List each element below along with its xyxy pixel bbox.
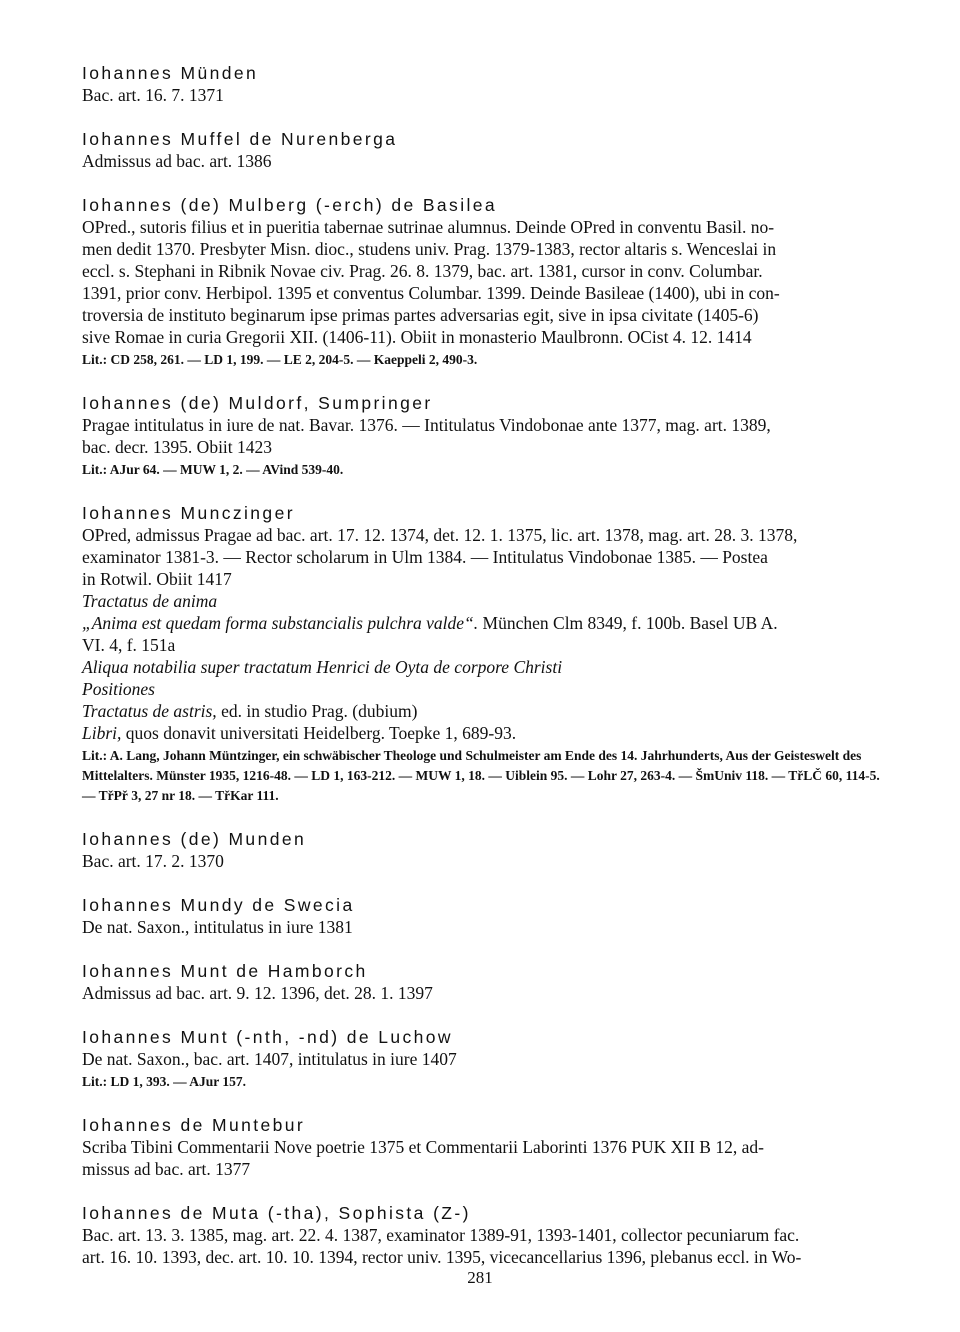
entry-muldorf (82, 392, 888, 480)
entry-text: men dedit 1370. Presbyter Misn. dioc., studens univ. Prag. 1379-1383, rector altaris s. Wenceslai in (82, 239, 777, 259)
entry-text: 1391, prior conv. Herbipol. 1395 et conventus Columbar. 1399. Deinde Basileae (1400), ubi in con- (82, 283, 780, 303)
entry-name: Iohannes Munt (-nth, -nd) de Luchow (82, 1027, 453, 1047)
entry-text: bac. decr. 1395. Obiit 1423 (82, 437, 273, 457)
literature-note: Lit.: LD 1, 393. — AJur 157. (82, 1074, 247, 1089)
entry-text: troversia de instituto beginarum ipse primas partes adversarias egit, sive in ipsa civitate (1405-6) (82, 305, 759, 325)
entry-text: Admissus ad bac. art. 1386 (82, 151, 272, 171)
entry-name: Iohannes Munt de Hamborch (82, 961, 368, 981)
entry-name: Iohannes Münden (82, 63, 259, 83)
work-title: Aliqua notabilia super tractatum Henrici de Oyta de corpore Christi (82, 657, 563, 677)
work-title: Tractatus de astris, (82, 701, 217, 721)
entry-name: Iohannes de Muntebur (82, 1115, 306, 1135)
literature-note: Lit.: AJur 64. — MUW 1, 2. — AVind 539-40. (82, 462, 344, 477)
entry-text: missus ad bac. art. 1377 (82, 1159, 251, 1179)
entry-text: Bac. art. 16. 7. 1371 (82, 85, 224, 105)
entry-text: Bac. art. 17. 2. 1370 (82, 851, 224, 871)
literature-note: Lit.: CD 258, 261. — LD 1, 199. — LE 2, 204-5. — Kaeppeli 2, 490-3. (82, 352, 478, 367)
entry-mundy (82, 894, 888, 938)
entry-text: sive Romae in curia Gregorii XII. (1406-11). Obiit in monasterio Maulbronn. OCist 4. 12. 1414 (82, 327, 752, 347)
entry-name: Iohannes Munczinger (82, 503, 295, 523)
literature-note: Lit.: A. Lang, Johann Müntzinger, ein schwäbischer Theologe und Schulmeister am Ende des 14. Jahrhunderts, Aus der Geisteswelt des Mittelalters. Münster 1935, 1216-48. — LD 1, 163-212. — MUW 1, 18. — Uiblein 95. — Lohr 27, 263-4. — ŠmUniv 118. — TřLČ 60, 114-5. — TřPř 3, 27 nr 18. — TřKar 111. (82, 748, 880, 803)
work-note: ed. in studio Prag. (dubium) (216, 701, 418, 721)
document-page (82, 62, 888, 1290)
work-title: Tractatus de anima (82, 591, 218, 611)
entry-munden-1371 (82, 62, 888, 106)
entry-text: eccl. s. Stephani in Ribnik Novae civ. Prag. 26. 8. 1379, bac. art. 1381, cursor in conv. Columbar. (82, 261, 763, 281)
entry-name: Iohannes de Muta (-tha), Sophista (Z-) (82, 1203, 471, 1223)
page-number: 281 (467, 1268, 493, 1287)
entry-munt-hamborch (82, 960, 888, 1004)
entry-text: De nat. Saxon., bac. art. 1407, intitulatus in iure 1407 (82, 1049, 457, 1069)
entry-name: Iohannes (de) Muldorf, Sumpringer (82, 393, 433, 413)
entry-muntebur (82, 1114, 888, 1180)
entry-mulberg (82, 194, 888, 370)
work-note: quos donavit universitati Heidelberg. Toepke 1, 689-93. (121, 723, 517, 743)
entry-text: art. 16. 10. 1393, dec. art. 10. 10. 1394, rector univ. 1395, vicecancellarius 1396, plebanus eccl. in Wo- (82, 1247, 802, 1267)
entry-name: Iohannes (de) Mulberg (-erch) de Basilea (82, 195, 498, 215)
work-line (82, 722, 888, 744)
entry-text: Pragae intitulatus in iure de nat. Bavar. 1376. — Intitulatus Vindobonae ante 1377, mag. art. 1389, (82, 415, 771, 435)
entry-muffel (82, 128, 888, 172)
entry-munczinger (82, 502, 888, 806)
entry-name: Iohannes (de) Munden (82, 829, 307, 849)
entry-munt-luchow (82, 1026, 888, 1092)
entry-name: Iohannes Muffel de Nurenberga (82, 129, 398, 149)
work-manuscripts-cont: VI. 4, f. 151a (82, 635, 176, 655)
work-title: Positiones (82, 679, 155, 699)
entry-text: OPred, admissus Pragae ad bac. art. 17. 12. 1374, det. 12. 1. 1375, lic. art. 1378, mag. art. 28. 3. 1378, (82, 525, 798, 545)
entry-text: Bac. art. 13. 3. 1385, mag. art. 22. 4. 1387, examinator 1389-91, 1393-1401, collector pecuniarum fac. (82, 1225, 800, 1245)
entry-text: Admissus ad bac. art. 9. 12. 1396, det. 28. 1. 1397 (82, 983, 433, 1003)
work-incipit (82, 612, 888, 634)
work-line (82, 700, 888, 722)
work-title: Libri, (82, 723, 122, 743)
work-manuscripts: München Clm 8349, f. 100b. Basel UB A. (478, 613, 778, 633)
entry-muta (82, 1202, 888, 1268)
entry-text: Scriba Tibini Commentarii Nove poetrie 1375 et Commentarii Laborinti 1376 PUK XII B 12, ad- (82, 1137, 764, 1157)
entry-text: examinator 1381-3. — Rector scholarum in Ulm 1384. — Intitulatus Vindobonae 1385. — Postea (82, 547, 768, 567)
entry-text: De nat. Saxon., intitulatus in iure 1381 (82, 917, 353, 937)
entry-name: Iohannes Mundy de Swecia (82, 895, 355, 915)
entry-text: OPred., sutoris filius et in pueritia tabernae sutrinae alumnus. Deinde OPred in conventu Basil. no- (82, 217, 775, 237)
entry-munden-1370 (82, 828, 888, 872)
entry-text: in Rotwil. Obiit 1417 (82, 569, 232, 589)
work-incipit-text: „Anima est quedam forma substancialis pulchra valde“. (82, 613, 479, 633)
